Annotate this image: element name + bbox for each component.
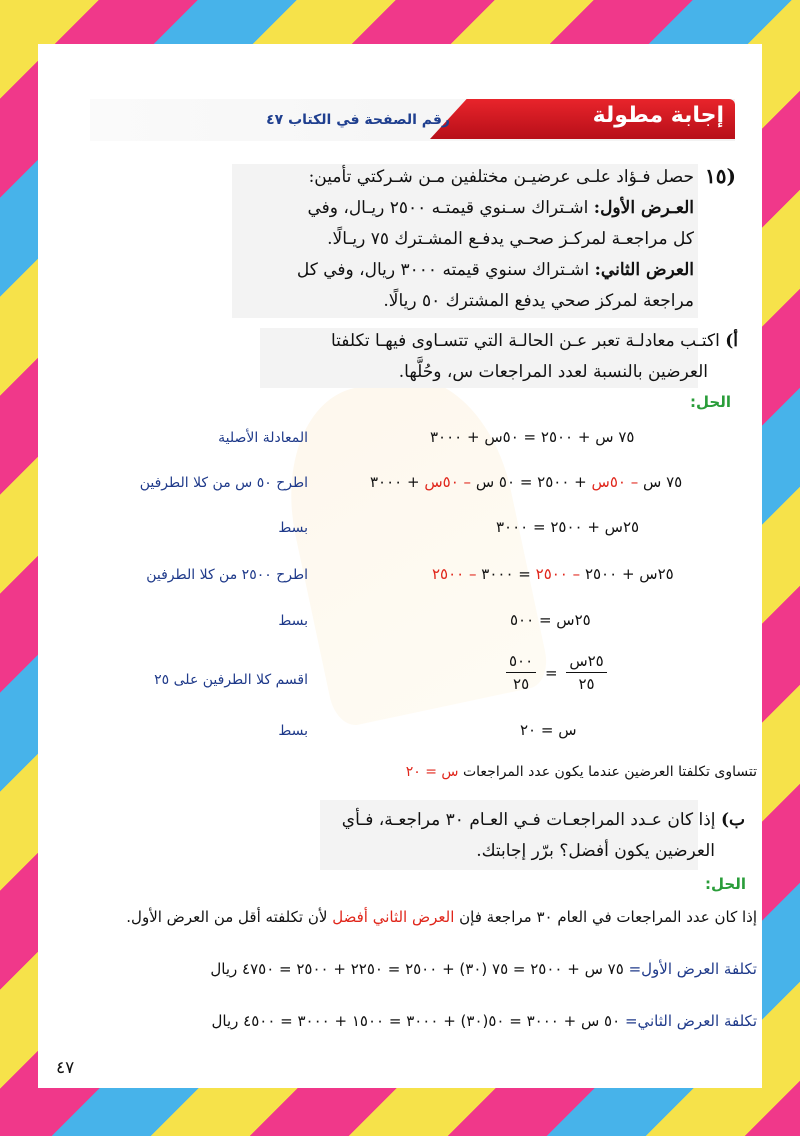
section-title: إجابة مطولة	[592, 103, 724, 128]
step1-note: المعادلة الأصلية	[218, 430, 308, 446]
step5-note: بسط	[278, 613, 308, 629]
answer-b	[126, 908, 757, 926]
part-a-label: أ)	[725, 331, 738, 351]
step2-part-b: + ٢٥٠٠ = ٥٠ س	[471, 473, 592, 491]
step4-red-2: – ٢٥٠٠	[432, 565, 477, 583]
step4-part-a: ٢٥س + ٢٥٠٠	[580, 565, 674, 583]
offer2-line2: مراجعة لمركز صحي يدفع المشترك ٥٠ ريالًا.	[383, 291, 694, 311]
step3-equation: ٢٥س + ٢٥٠٠ = ٣٠٠٠	[496, 518, 640, 536]
part-b-text	[300, 805, 745, 867]
step2-part-c: + ٣٠٠٠	[370, 473, 425, 491]
offer1-line2: كل مراجعـة لمركـز صحـي يدفـع المشـترك ٧٥ ريـالًا.	[327, 229, 694, 249]
step7-equation: س = ٢٠	[520, 721, 577, 739]
cost-offer2-expr: ٥٠ س + ٣٠٠٠ = ٥٠(٣٠) + ٣٠٠٠ = ١٥٠٠ + ٣٠٠٠ = ٤٥٠٠ ريال	[211, 1012, 625, 1030]
step2-part-a: ٧٥ س	[638, 473, 683, 491]
part-a-line1	[262, 326, 738, 357]
offer2-label: العرض الثاني:	[594, 260, 694, 280]
offer2-text-a: اشـتراك سنوي قيمته ٣٠٠٠ ريال، وفي كل	[296, 260, 595, 280]
cost-offer2-label: تكلفة العرض الثاني=	[624, 1012, 757, 1030]
step4-part-b: = ٣٠٠٠	[476, 565, 536, 583]
solution-label-a: الحل:	[690, 393, 731, 411]
part-a-line1-text: اكتـب معادلـة تعبر عـن الحالـة التي تتسـاوى فيهـا تكلفتا	[330, 331, 720, 351]
fraction-left-numerator: ٢٥س	[566, 652, 606, 673]
offer1-text-a: اشـتراك سـنوي قيمتـه ٢٥٠٠ ريـال، وفي	[307, 198, 594, 218]
offer1-label: العـرض الأول:	[593, 198, 694, 218]
question-number: ١٥)	[705, 164, 736, 188]
fraction-right-denominator: ٢٥	[513, 675, 530, 693]
cost-offer1-expr: ٧٥ س + ٢٥٠٠ = ٧٥ (٣٠) + ٢٥٠٠ = ٢٢٥٠ + ٢٥٠٠ = ٤٧٥٠ ريال	[210, 960, 629, 978]
fraction-left	[566, 652, 606, 693]
equals-sign: =	[544, 663, 558, 682]
cost-offer2	[212, 1012, 758, 1030]
offer2-line1	[232, 255, 694, 286]
step3-note: بسط	[278, 520, 308, 536]
answer-b-pre: إذا كان عدد المراجعات في العام ٣٠ مراجعة فإن	[454, 908, 757, 926]
conclusion-a-text: تتساوى تكلفتا العرضين عندما يكون عدد المراجعات	[458, 764, 757, 780]
answer-b-post: لأن تكلفته أقل من العرض الأول.	[126, 908, 333, 926]
step4-red-1: – ٢٥٠٠	[535, 565, 581, 583]
step5-equation: ٢٥س = ٥٠٠	[510, 611, 591, 629]
solution-label-b: الحل:	[705, 875, 746, 893]
conclusion-a-value: س = ٢٠	[405, 764, 459, 780]
question-text	[232, 162, 694, 317]
step2-note: اطرح ٥٠ س من كلا الطرفين	[139, 475, 308, 491]
step6-equation	[506, 652, 607, 693]
book-page-reference: رقم الصفحة في الكتاب ٤٧	[266, 112, 450, 128]
step7-note: بسط	[278, 723, 308, 739]
cost-offer1	[210, 960, 757, 978]
fraction-left-denominator: ٢٥	[578, 675, 595, 693]
question-intro: حصل فـؤاد علـى عرضيـن مختلفين مـن شـركتي تأمين:	[308, 167, 694, 187]
part-b-line1-text: إذا كان عـدد المراجعـات فـي العـام ٣٠ مراجعـة، فـأي	[341, 810, 716, 830]
offer1-line1	[232, 193, 694, 224]
step2-equation	[370, 473, 682, 491]
part-b-label: ب)	[720, 810, 745, 830]
step4-equation	[432, 565, 674, 583]
fraction-right-numerator: ٥٠٠	[506, 652, 536, 673]
part-b-line2: العرضين يكون أفضل؟ برّر إجابتك.	[476, 841, 715, 861]
part-a-text	[262, 326, 738, 388]
part-a-line2: العرضين بالنسبة لعدد المراجعات س، وحُلَّها.	[398, 362, 708, 382]
step1-equation: ٧٥ س + ٢٥٠٠ = ٥٠س + ٣٠٠٠	[430, 428, 635, 446]
part-b-line1	[300, 805, 745, 836]
step4-note: اطرح ٢٥٠٠ من كلا الطرفين	[146, 567, 308, 583]
fraction-right	[506, 652, 536, 693]
answer-b-highlight: العرض الثاني أفضل	[332, 908, 455, 926]
step2-red-2: – ٥٠س	[424, 473, 472, 491]
page-number: ٤٧	[56, 1058, 75, 1078]
cost-offer1-label: تكلفة العرض الأول=	[628, 960, 757, 978]
step6-note: اقسم كلا الطرفين على ٢٥	[154, 672, 308, 688]
step2-red-1: – ٥٠س	[591, 473, 639, 491]
conclusion-a	[406, 764, 757, 780]
